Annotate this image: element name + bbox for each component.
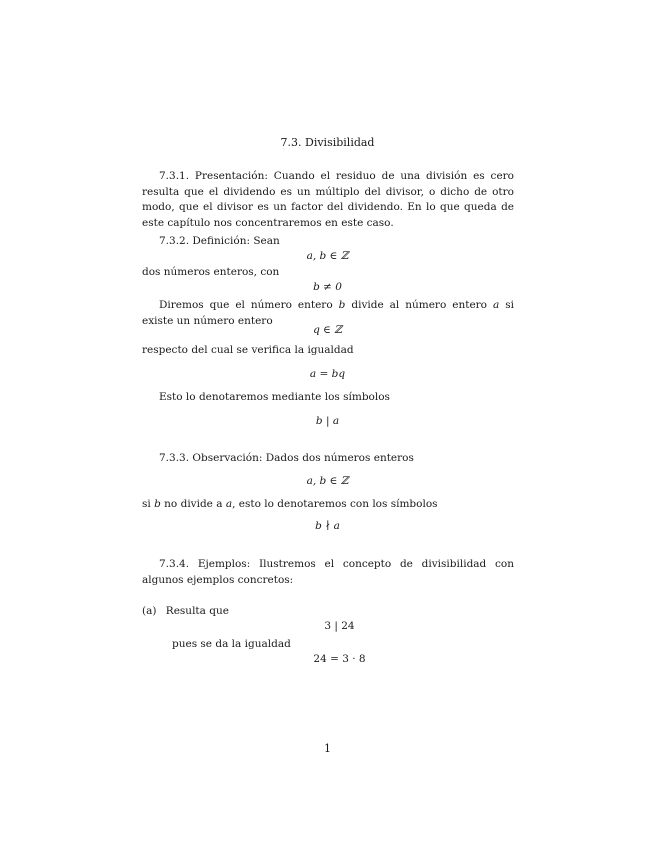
- example-math-24-eq-3x8: [12, 653, 655, 665]
- definition-text-divides-b: divide al número entero: [351, 299, 488, 311]
- observation-text-c: , esto lo denotaremos con los símbolos: [232, 498, 438, 510]
- definition-text-igualdad: respecto del cual se verifica la igualdad: [142, 344, 354, 356]
- example-math2-text: 24 = 3 · 8: [313, 653, 366, 665]
- observation-lead: Dados dos números enteros: [265, 452, 414, 464]
- presentation-heading: 7.3.1. Presentación:: [159, 170, 268, 182]
- definition-var-b: b: [338, 299, 346, 311]
- examples-paragraph: [142, 557, 514, 588]
- definition-var-a: a: [493, 299, 500, 311]
- definition-math-ab-in-z: a, b ∈ ℤ: [306, 250, 349, 262]
- definition-math-b-divides-a: b | a: [315, 415, 340, 427]
- section-title: 7.3. Divisibilidad: [280, 136, 375, 149]
- definition-heading: 7.3.2. Definición:: [159, 235, 251, 247]
- presentation-paragraph: [142, 169, 514, 231]
- example-label-a: (a): [142, 605, 157, 617]
- definition-math-q-in-z: q ∈ ℤ: [313, 324, 342, 336]
- observation-math-ab-in-z: a, b ∈ ℤ: [306, 475, 349, 487]
- observation-text-b: no divide a: [164, 498, 223, 510]
- example-item-label: [142, 605, 229, 617]
- definition-text-enteros: dos números enteros, con: [142, 266, 280, 278]
- observation-text-a: si: [142, 498, 151, 510]
- definition-heading-line: [142, 234, 514, 250]
- observation-var-a: a: [225, 498, 233, 510]
- observation-math-b-not-divides-a: b ∤ a: [315, 520, 340, 532]
- definition-text-divides-c: si existe un número entero: [142, 299, 514, 327]
- examples-heading: 7.3.4. Ejemplos:: [159, 558, 251, 570]
- examples-text: Ilustremos el concepto de divisibilidad con algunos ejemplos concretos:: [142, 558, 514, 586]
- definition-text-divides-a: Diremos que el número entero: [159, 299, 333, 311]
- presentation-text: Cuando el residuo de una división es cero resulta que el dividendo es un múltiplo del divisor, o dicho de otro modo, que el divisor es un factor del dividendo. En lo que queda de este capítulo nos concentraremos en este caso.: [142, 170, 514, 229]
- definition-math-a-eq-bq: a = bq: [309, 368, 346, 380]
- definition-text-denote: Esto lo denotaremos mediante los símbolos: [159, 391, 390, 403]
- definition-math-b-nonzero: b ≠ 0: [313, 281, 342, 293]
- example-lead: Resulta que: [165, 605, 229, 617]
- example-text-igualdad: pues se da la igualdad: [172, 638, 291, 650]
- example-math-3-divides-24: [12, 620, 655, 632]
- observation-heading-line: [142, 451, 514, 467]
- page-number: 1: [324, 742, 331, 755]
- example-math1-text: 3 | 24: [324, 620, 355, 632]
- observation-heading: 7.3.3. Observación:: [159, 452, 263, 464]
- observation-paragraph: [142, 497, 514, 513]
- observation-var-b: b: [154, 498, 161, 510]
- definition-lead: Sean: [253, 235, 280, 247]
